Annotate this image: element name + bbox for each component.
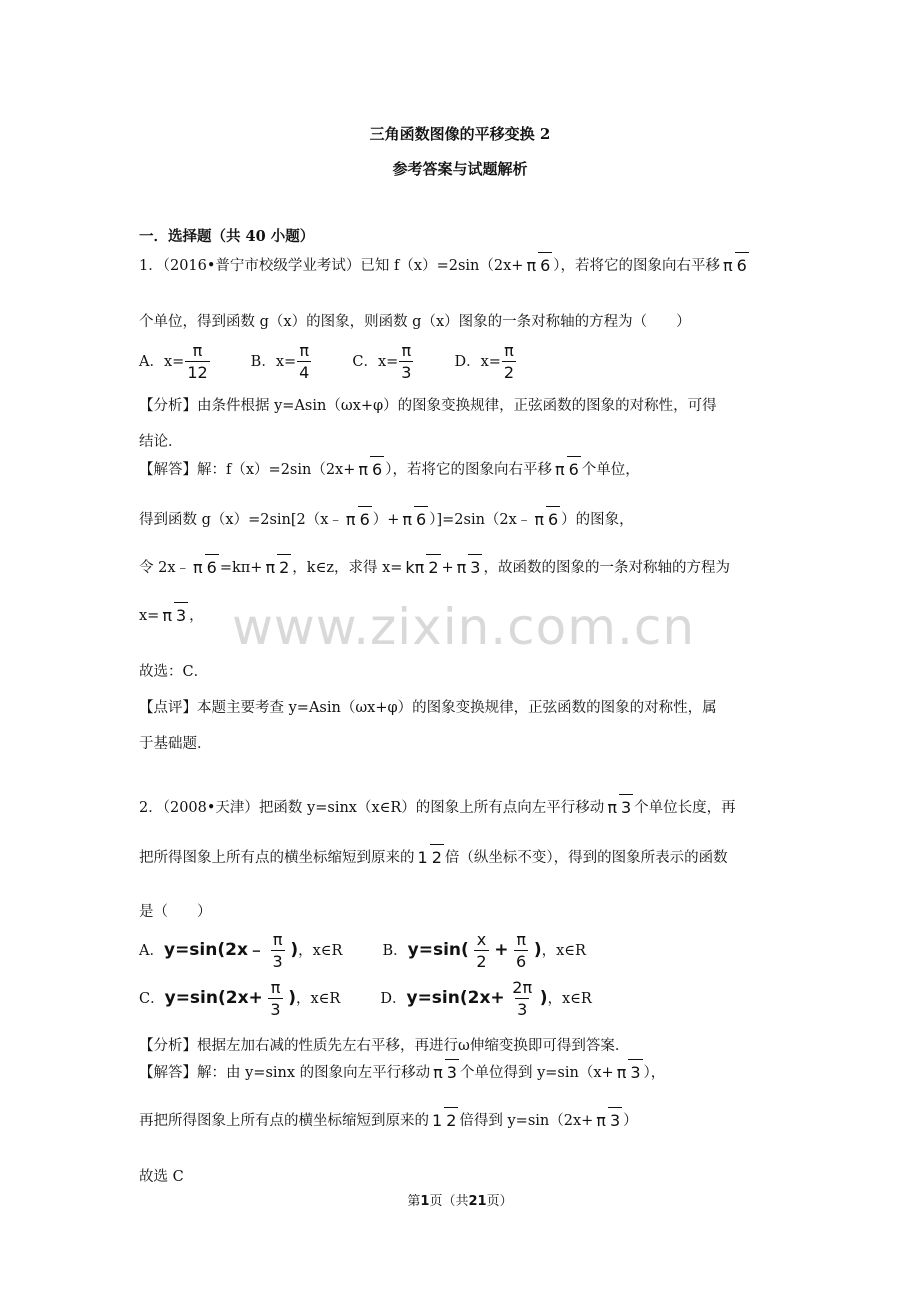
q1-solution-line3: 令 2x﹣ π 6 =kπ+ π 2 ，k∈z，求得 x= kπ 2 + π 3 ，故函数的图象的一条对称轴的方程为 [139, 560, 730, 576]
q2-stem-line2: 把所得图象上所有点的横坐标缩短到原来的 1 2 倍（纵坐标不变），得到的图象所表示的函数 [139, 850, 728, 866]
document-subtitle: 参考答案与试题解析 [392, 160, 528, 178]
q2-stem-line1: 2．（2008•天津）把函数 y=sinx（x∈R）的图象上所有点向左平行移动 π 3 个单位长度，再 [139, 800, 736, 816]
q2-analysis: 【分析】根据左加右减的性质先左右平移，再进行ω伸缩变换即可得到答案． [139, 1038, 630, 1054]
q1-analysis-line1: 【分析】由条件根据 y=Asin（ωx+φ）的图象变换规律，正弦函数的图象的对称性，可得 [139, 398, 717, 414]
total-pages: 21 [468, 1194, 487, 1209]
q1-option-d: D．x= $\frac{\pi}{2}$ [454, 341, 515, 382]
q1-solution-line4: x= π 3 ， [139, 608, 204, 624]
q2-options-row2 [139, 980, 632, 1018]
watermark: www.zixin.com.cn [232, 598, 696, 656]
q1-comment-line2: 于基础题． [139, 736, 212, 752]
page-footer: 第1页（共21页） [407, 1194, 513, 1209]
fraction: π 6 [721, 258, 749, 274]
q2-solution-line2: 再把所得图象上所有点的横坐标缩短到原来的 1 2 倍得到 y=sin（2x+ π 3 ） [139, 1113, 638, 1129]
q1-option-a: A．x= $\frac{\pi}{12}$ [139, 341, 208, 382]
q1-option-c: C．x= $\frac{\pi}{3}$ [352, 341, 412, 382]
q2-option-c: C．y=sin(2x+ $\frac{\pi}{3}$ )，x∈R [139, 978, 341, 1019]
q2-stem-line3: 是（ ） [139, 904, 212, 920]
q1-solution-line2: 得到函数 g（x）=2sin[2（x﹣ π 6 ）+ π 6 ）]=2sin（2x﹣ π 6 ）的图象， [139, 512, 634, 528]
q2-solution-line1: 【解答】解：由 y=sinx 的图象向左平行移动 π 3 个单位得到 y=sin（x+ π 3 ）， [139, 1065, 665, 1081]
q2-answer: 故选 C [139, 1169, 184, 1185]
q1-analysis-line2: 结论． [139, 434, 183, 450]
q1-stem-line2: 个单位，得到函数 g（x）的图象，则函数 g（x）图象的一条对称轴的方程为（ ） [139, 314, 691, 330]
section-heading: 一．选择题（共 40 小题） [139, 228, 315, 245]
q1-stem-line1: 1．（2016•普宁市校级学业考试）已知 f（x）=2sin（2x+ π 6 ），若将它的图象向右平移 π 6 [139, 258, 750, 274]
q1-options [139, 343, 557, 381]
q2-options-row1 [139, 932, 626, 970]
current-page: 1 [420, 1194, 430, 1209]
q1-answer: 故选：C． [139, 664, 209, 680]
q1-comment-line1: 【点评】本题主要考查 y=Asin（ωx+φ）的图象变换规律，正弦函数的图象的对称性，属 [139, 700, 717, 716]
fraction: π 6 [524, 258, 552, 274]
q2-option-a: A．y=sin(2x﹣ $\frac{\pi}{3}$ )，x∈R [139, 930, 343, 971]
q2-option-b: B．y=sin( $\frac{x}{2}$ + $\frac{\pi}{6}$ )，x∈R [382, 930, 586, 971]
q2-option-d: D．y=sin(2x+ $\frac{2\pi}{3}$ )，x∈R [380, 978, 592, 1019]
document-title: 三角函数图像的平移变换 2 [369, 125, 551, 143]
q1-option-b: B．x= $\frac{\pi}{4}$ [250, 341, 310, 382]
q1-solution-line1: 【解答】解：f（x）=2sin（2x+ π 6 ），若将它的图象向右平移 π 6 个单位， [139, 462, 640, 478]
